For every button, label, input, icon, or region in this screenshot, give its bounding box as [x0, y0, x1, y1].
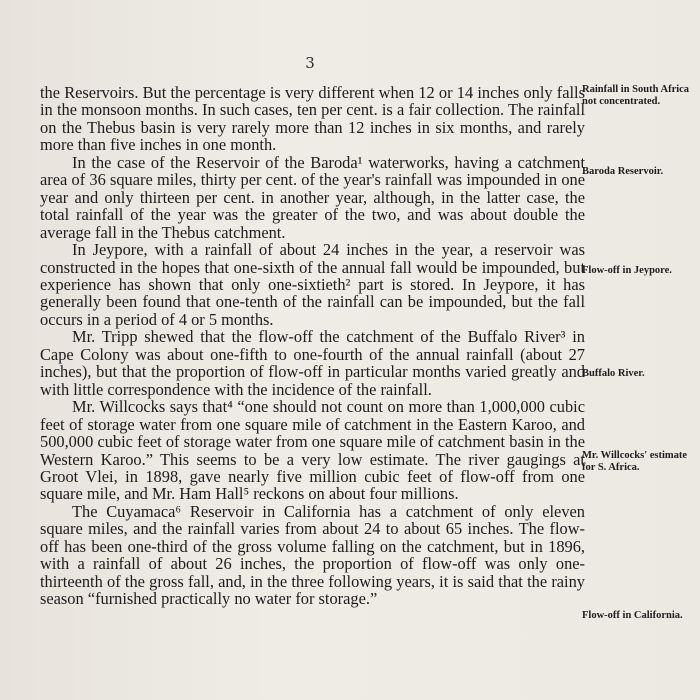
- paragraph-baroda: In the case of the Reservoir of the Baroda¹ waterworks, having a catchment area of 36 square miles, thirty per cent. of the year's rainfall was impounded in one year and only thirteen per cent. in another year, although, in the latter case, the total rainfall of the year was the greater of the two, and was about double the average fall in the Thebus catchment.: [40, 152, 585, 242]
- page-number: 3: [305, 54, 315, 72]
- paragraph-cuyamaca: The Cuyamaca⁶ Reservoir in California has a catchment of only eleven square miles, and the rainfall varies from about 24 to about 65 inches. The flow-off has been one-third of the gross volume falling on the catchment, but in 1896, with a rainfall of about 26 inches, the proportion of flow-off was only one-thirteenth of the gross fall, and, in the three following years, it is said that the rainy season “furnished practically no water for storage.”: [40, 501, 585, 609]
- body-text: [40, 84, 585, 608]
- paragraph-reservoirs: the Reservoirs. But the percentage is very different when 12 or 14 inches only falls in the monsoon months. In such cases, ten per cent. is a fair collection. The rainfall on the Thebus basin is very rarely more than 12 inches in six months, and rarely more than five inches in one month.: [40, 83, 585, 155]
- paragraph-buffalo-river: Mr. Tripp shewed that the flow-off the catchment of the Buffalo River³ in Cape Colony was about one-fifth to one-fourth of the annual rainfall (about 27 inches), but that the proportion of flow-off in particular months varied greatly and with little correspondence with the incidence of the rainfall.: [40, 327, 585, 399]
- margin-note-south-africa-rainfall: Rainfall in South Africa not concentrated.: [582, 84, 690, 107]
- paragraph-willcocks: Mr. Willcocks says that⁴ “one should not count on more than 1,000,000 cubic feet of storage water from one square mile of catchment in the Eastern Karoo, and 500,000 cubic feet of storage water from one square mile of catchment basin in the Western Karoo.” This seems to be a very low estimate. The river gaugings at Groot Vlei, in 1898, gave nearly five million cubic feet of flow-off from one square mile, and Mr. Ham Hall⁵ reckons on about four millions.: [40, 397, 585, 504]
- margin-note-willcocks-estimate: Mr. Willcocks' estimate for S. Africa.: [582, 450, 688, 473]
- margin-note-buffalo-river: Buffalo River.: [582, 368, 645, 379]
- paragraph-jeypore: In Jeypore, with a rainfall of about 24 inches in the year, a reservoir was constructed in the hopes that one-sixth of the annual fall would be impounded, but experience has shown that only one-sixtieth² part is stored. In Jeypore, it has generally been found that one-tenth of the rainfall can be impounded, but the fall occurs in a period of 4 or 5 months.: [40, 240, 585, 329]
- margin-note-flow-off-jeypore: Flow-off in Jeypore.: [582, 265, 672, 276]
- margin-note-baroda-reservoir: Baroda Reservoir.: [582, 166, 664, 177]
- margin-note-flow-off-california: Flow-off in California.: [582, 610, 683, 621]
